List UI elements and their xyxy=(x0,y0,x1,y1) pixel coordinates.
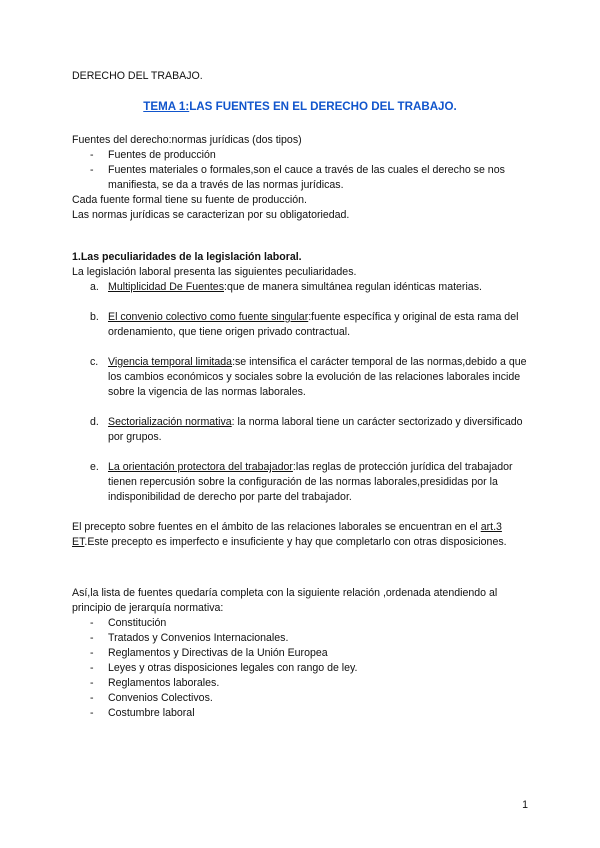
list-item: - Leyes y otras disposiciones legales con rango de ley. xyxy=(72,661,528,676)
list-text: :se intensifica el carácter temporal de las normas,debido a que los cambios económicos y sociales sobre la evolución de las relaciones laborales incide sobre la vigencia de las normas laborales. xyxy=(108,356,527,398)
paragraph-text: El precepto sobre fuentes en el ámbito de las relaciones laborales se encuentran en el xyxy=(72,521,481,533)
list-item: - Costumbre laboral xyxy=(72,706,528,721)
list-marker: b. xyxy=(90,311,99,323)
main-title-text: LAS FUENTES EN EL DERECHO DEL TRABAJO. xyxy=(189,100,457,113)
peculiarities-list xyxy=(72,280,528,505)
list-item xyxy=(72,355,528,400)
article-reference: art.3 ET xyxy=(72,521,502,548)
list-marker: e. xyxy=(90,461,99,473)
list-item: - Convenios Colectivos. xyxy=(72,691,528,706)
list-text: : la norma laboral tiene un carácter sectorizado y diversificado por grupos. xyxy=(108,416,523,443)
list-item: - Reglamentos laborales. xyxy=(72,676,528,691)
list-marker: a. xyxy=(90,281,99,293)
list-item xyxy=(72,310,528,340)
list-item: - Tratados y Convenios Internacionales. xyxy=(72,631,528,646)
section-heading: 1.Las peculiaridades de la legislación laboral. xyxy=(72,251,302,263)
document-title: DERECHO DEL TRABAJO. xyxy=(72,70,203,82)
section-peculiaridades xyxy=(72,250,528,550)
main-title-number: TEMA 1: xyxy=(143,100,190,113)
list-item: - Reglamentos y Directivas de la Unión Europea xyxy=(72,646,528,661)
hierarchy-list xyxy=(72,616,528,721)
list-term: El convenio colectivo como fuente singular xyxy=(108,311,309,323)
list-item xyxy=(72,280,528,295)
list-item: - Fuentes materiales o formales,son el cauce a través de las cuales el derecho se nos manifiesta, se da a través de las normas jurídicas. xyxy=(72,163,528,193)
hierarchy-lead: Así,la lista de fuentes quedaría completa con la siguiente relación ,ordenada atendiendo al principio de jerarquía normativa: xyxy=(72,587,498,614)
list-text: :que de manera simultánea regulan idénticas materias. xyxy=(224,281,482,293)
list-item xyxy=(72,415,528,445)
intro-list xyxy=(72,148,528,193)
list-text: :las reglas de protección jurídica del trabajador tienen repercusión sobre la configuración de las normas laborales,presididas por la indisponibilidad de derecho por parte del trabajador. xyxy=(108,461,513,503)
page-number: 1 xyxy=(522,799,528,811)
list-marker: d. xyxy=(90,416,99,428)
paragraph-text: .Este precepto es imperfecto e insuficiente y hay que completarlo con otras disposiciones. xyxy=(84,536,507,548)
main-title xyxy=(72,99,528,114)
intro-line: Las normas jurídicas se caracterizan por su obligatoriedad. xyxy=(72,209,350,221)
list-term: Sectorialización normativa xyxy=(108,416,232,428)
list-term: La orientación protectora del trabajador xyxy=(108,461,293,473)
list-term: Vigencia temporal limitada xyxy=(108,356,233,368)
intro-block xyxy=(72,133,528,223)
hierarchy-block xyxy=(72,586,528,721)
section-paragraph xyxy=(72,520,528,550)
list-marker: c. xyxy=(90,356,99,368)
list-item xyxy=(72,460,528,505)
intro-line: Cada fuente formal tiene su fuente de producción. xyxy=(72,194,307,206)
list-item: - Constitución xyxy=(72,616,528,631)
list-term: Multiplicidad De Fuentes xyxy=(108,281,224,293)
list-item: - Fuentes de producción xyxy=(72,148,528,163)
intro-line: Fuentes del derecho:normas jurídicas (dos tipos) xyxy=(72,134,302,146)
section-lead: La legislación laboral presenta las siguientes peculiaridades. xyxy=(72,266,357,278)
list-text: :fuente específica y original de esta rama del ordenamiento, que tiene origen privado contractual. xyxy=(108,311,519,338)
